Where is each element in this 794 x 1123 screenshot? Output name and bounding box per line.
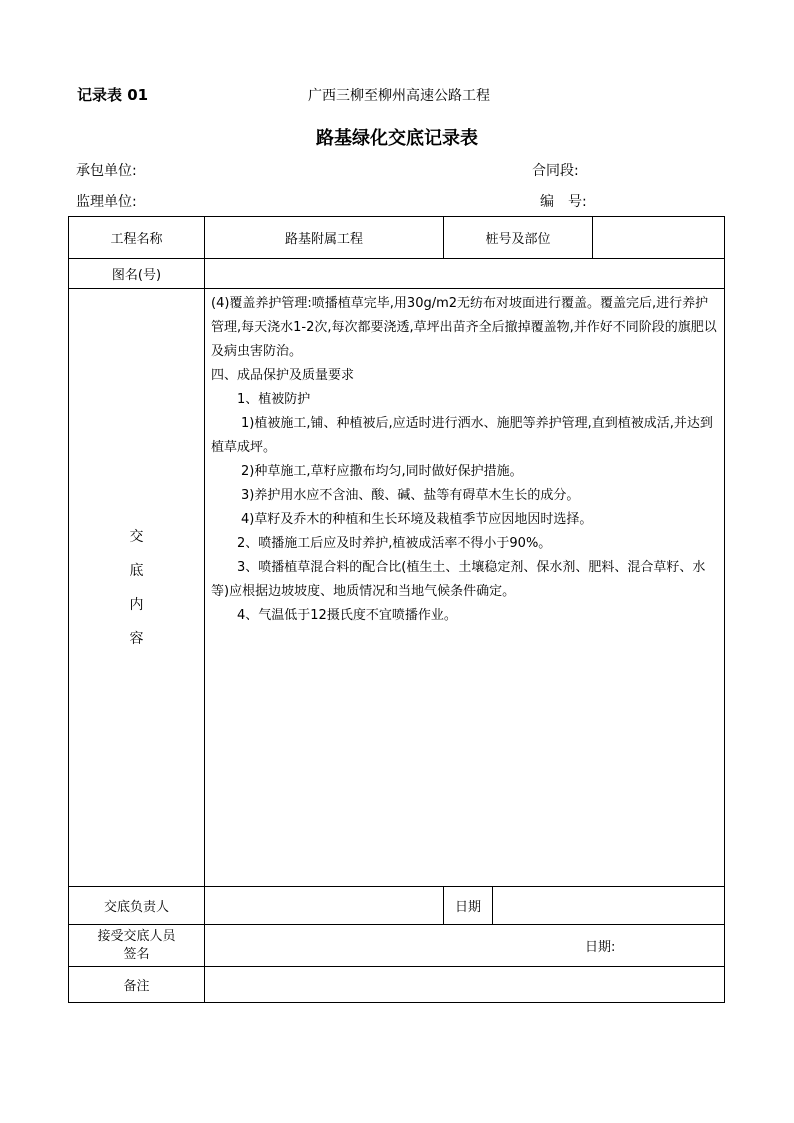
- receiver-date-label: 日期:: [585, 940, 616, 955]
- content-line: 3)养护用水应不含油、酸、碱、盐等有碍草木生长的成分。: [241, 488, 580, 503]
- contract-section-label: 合同段:: [532, 163, 579, 179]
- drawing-value: [205, 259, 725, 289]
- date-label: 日期: [444, 887, 493, 925]
- content-line: 1)植被施工,铺、种植被后,应适时进行洒水、施肥等养护管理,直到植被成活,并达到植草成坪。: [211, 416, 713, 455]
- supervisor-label: 监理单位:: [76, 194, 137, 210]
- responsible-label: 交底负责人: [69, 887, 205, 925]
- record-table: [68, 216, 725, 1003]
- receiver-label-line2: 签名: [123, 946, 150, 962]
- content-label-char: 交: [129, 528, 144, 545]
- document-title: 路基绿化交底记录表: [316, 128, 478, 149]
- contractor-label: 承包单位:: [76, 163, 137, 179]
- content-label: [69, 289, 205, 887]
- content-label-char: 容: [129, 630, 144, 647]
- content-line: 3、喷播植草混合料的配合比(植生土、土壤稳定剂、保水剂、肥料、混合草籽、水等)应根据边坡坡度、地质情况和当地气候条件确定。: [211, 560, 706, 599]
- project-name-label: 工程名称: [69, 217, 205, 259]
- receiver-label-line1: 接受交底人员: [97, 928, 176, 944]
- project-name: 广西三柳至柳州高速公路工程: [308, 88, 490, 104]
- content-line: 4)草籽及乔木的种植和生长环境及栽植季节应因地因时选择。: [241, 512, 593, 527]
- responsible-value: [205, 887, 444, 925]
- receiver-signature: [205, 925, 725, 967]
- remarks-label: 备注: [69, 967, 205, 1003]
- content-line: (4)覆盖养护管理:喷播植草完毕,用30g/m2无纺布对坡面进行覆盖。覆盖完后,进行养护管理,每天浇水1-2次,每次都要浇透,草坪出苗齐全后撤掉覆盖物,并作好不同阶段的旗肥以及病虫害防治。: [211, 296, 717, 359]
- remarks-value: [205, 967, 725, 1003]
- content-line: 2)种草施工,草籽应撒布均匀,同时做好保护措施。: [241, 464, 523, 479]
- receiver-label: [69, 925, 205, 967]
- content-label-char: 内: [129, 596, 144, 613]
- content-line: 四、成品保护及质量要求: [211, 368, 355, 383]
- project-name-value: 路基附属工程: [205, 217, 444, 259]
- content-body: [205, 289, 725, 887]
- serial-number-label: 编 号:: [540, 194, 587, 210]
- station-value: [593, 217, 725, 259]
- content-line: 1、植被防护: [237, 392, 311, 407]
- record-number: 记录表 01: [77, 86, 149, 104]
- date-value: [493, 887, 725, 925]
- content-line: 4、气温低于12摄氏度不宜喷播作业。: [237, 608, 457, 623]
- drawing-label: 图名(号): [69, 259, 205, 289]
- content-line: 2、喷播施工后应及时养护,植被成活率不得小于90%。: [237, 536, 552, 551]
- content-label-char: 底: [129, 562, 144, 579]
- station-label: 桩号及部位: [444, 217, 593, 259]
